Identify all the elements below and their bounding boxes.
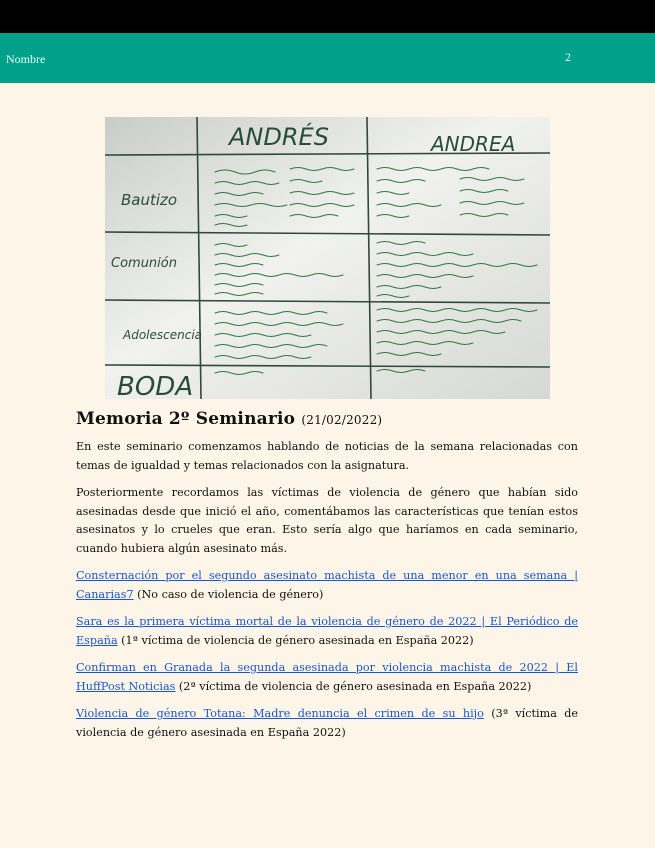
news-note-4: (3ª víctima de violencia de género asesinada en España 2022) — [76, 707, 579, 739]
page-header — [0, 33, 655, 83]
page-number: 2 — [565, 50, 571, 64]
article — [76, 409, 578, 751]
news-item-3 — [76, 659, 578, 696]
news-link-huffpost[interactable]: Confirman en Granada la segunda asesinada por violencia machista de 2022 | El HuffPost Noticias — [76, 661, 578, 693]
news-note-2: (1ª víctima de violencia de género asesinada en España 2022) — [117, 633, 474, 647]
news-link-canarias7[interactable]: Consternación por el segundo asesinato machista de una menor en una semana | Canarias7 — [76, 569, 578, 601]
article-title — [76, 409, 578, 429]
whiteboard-row-comunion: Comunión — [111, 256, 177, 271]
news-link-periodico[interactable]: Sara es la primera víctima mortal de la violencia de género de 2022 | El Periódico de España — [76, 615, 578, 647]
whiteboard-row-bautizo: Bautizo — [121, 191, 178, 209]
whiteboard-photo — [105, 117, 550, 399]
news-item-4 — [76, 705, 578, 742]
news-item-2 — [76, 613, 578, 650]
whiteboard-row-boda: BODA — [117, 372, 194, 399]
header-name: Nombre — [6, 52, 46, 66]
news-note-1: (No caso de violencia de género) — [133, 587, 324, 601]
whiteboard-heading-andres: ANDRÉS — [229, 123, 329, 151]
top-black-bar — [0, 0, 655, 33]
article-date: (21/02/2022) — [301, 413, 383, 427]
paragraph-intro: En este seminario comenzamos hablando de noticias de la semana relacionadas con temas de igualdad y temas relacionados con la asignatura. — [76, 440, 578, 472]
news-link-totana[interactable]: Violencia de género Totana: Madre denuncia el crimen de su hijo — [76, 707, 484, 720]
whiteboard-row-adolescencia: Adolescencia — [123, 328, 203, 342]
whiteboard-heading-andrea: ANDREA — [431, 132, 516, 156]
article-title-text: Memoria 2º Seminario — [76, 409, 296, 429]
news-note-3: (2ª víctima de violencia de género asesinada en España 2022) — [175, 679, 532, 693]
whiteboard-image — [105, 117, 550, 399]
paragraph-victims: Posteriormente recordamos las víctimas de violencia de género que habían sido asesinadas desde que inició el año, comentábamos las características que tenían estos asesinatos y lo crueles que eran. Esto sería algo que haríamos en cada seminario, cuando hubiera algún asesinato más. — [76, 486, 578, 555]
news-item-1 — [76, 567, 578, 604]
